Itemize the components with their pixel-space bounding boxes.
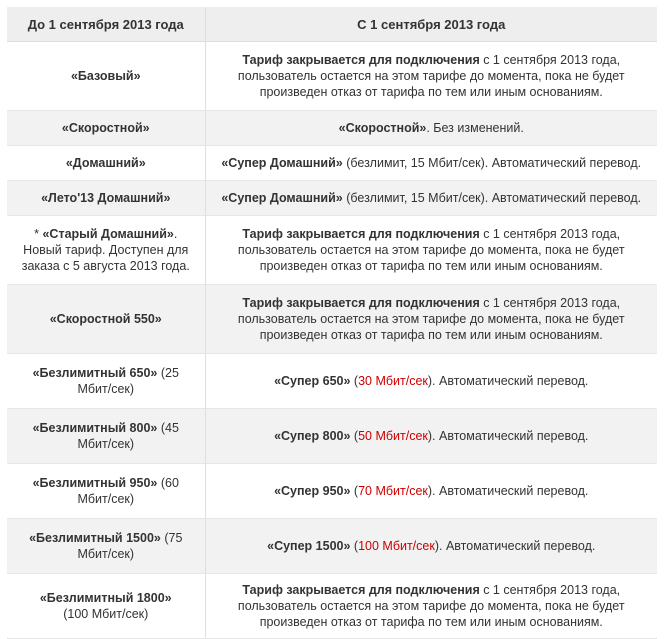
old-tariff-cell xyxy=(7,519,205,574)
old-tariff-cell xyxy=(7,181,205,216)
new-tariff-note: ). Автоматический перевод. xyxy=(434,539,596,553)
old-tariff-name: «Базовый» xyxy=(70,69,141,83)
table-header-row xyxy=(7,7,657,42)
old-tariff-cell xyxy=(7,146,205,181)
tariff-comparison xyxy=(7,7,657,639)
old-tariff-name: «Безлимитный 650» xyxy=(32,366,158,380)
table-row xyxy=(7,409,657,464)
table-row xyxy=(7,111,657,146)
new-tariff-pre: ( xyxy=(350,429,359,443)
old-tariff-cell xyxy=(7,216,205,285)
closed-rest: с 1 сентября 2013 года, пользователь остается на этом тарифе до момента, пока не будет произведен отказ от тарифа по тем или иным основаниям. xyxy=(237,583,625,629)
old-tariff-note: (75 Мбит/сек) xyxy=(77,531,183,561)
old-tariff-note: (100 Мбит/сек) xyxy=(63,607,149,621)
new-tariff-cell xyxy=(205,574,657,639)
closed-bold: Тариф закрывается для подключения xyxy=(242,296,480,310)
new-tariff-name: «Супер 1500» xyxy=(267,539,351,553)
old-tariff-name: «Безлимитный 1800» xyxy=(39,591,172,605)
new-tariff-name: «Супер Домашний» xyxy=(221,191,343,205)
old-tariff-name: «Безлимитный 950» xyxy=(32,476,158,490)
new-tariff-cell xyxy=(205,354,657,409)
closed-rest: с 1 сентября 2013 года, пользователь остается на этом тарифе до момента, пока не будет произведен отказ от тарифа по тем или иным основаниям. xyxy=(237,53,625,99)
closed-rest: с 1 сентября 2013 года, пользователь остается на этом тарифе до момента, пока не будет произведен отказ от тарифа по тем или иным основаниям. xyxy=(237,227,625,273)
column-header-before: До 1 сентября 2013 года xyxy=(7,7,205,42)
new-tariff-name: «Супер 650» xyxy=(274,374,351,388)
new-tariff-note: ). Автоматический перевод. xyxy=(427,374,589,388)
old-tariff-note: (60 Мбит/сек) xyxy=(77,476,179,506)
old-tariff-name: «Старый Домашний» xyxy=(42,227,174,241)
new-tariff-note: ). Автоматический перевод. xyxy=(427,429,589,443)
old-tariff-note: (25 Мбит/сек) xyxy=(77,366,179,396)
new-tariff-cell xyxy=(205,519,657,574)
new-tariff-speed: 30 Мбит/сек xyxy=(358,374,428,388)
new-tariff-cell xyxy=(205,285,657,354)
old-tariff-cell xyxy=(7,111,205,146)
old-tariff-cell xyxy=(7,464,205,519)
table-row xyxy=(7,146,657,181)
old-tariff-cell xyxy=(7,409,205,464)
table-row xyxy=(7,354,657,409)
new-tariff-pre: ( xyxy=(350,539,359,553)
tariff-table xyxy=(7,7,657,639)
old-tariff-cell xyxy=(7,42,205,111)
new-tariff-cell xyxy=(205,42,657,111)
closed-bold: Тариф закрывается для подключения xyxy=(242,227,480,241)
new-tariff-note: . Без изменений. xyxy=(426,121,524,135)
new-tariff-cell xyxy=(205,409,657,464)
new-tariff-name: «Супер Домашний» xyxy=(221,156,343,170)
new-tariff-cell xyxy=(205,146,657,181)
old-tariff-name: «Лето'13 Домашний» xyxy=(41,191,171,205)
old-tariff-name: «Безлимитный 800» xyxy=(32,421,158,435)
table-row xyxy=(7,181,657,216)
new-tariff-name: «Скоростной» xyxy=(338,121,427,135)
old-tariff-cell xyxy=(7,285,205,354)
old-tariff-cell xyxy=(7,354,205,409)
old-tariff-name: «Домашний» xyxy=(65,156,146,170)
closed-rest: с 1 сентября 2013 года, пользователь остается на этом тарифе до момента, пока не будет произведен отказ от тарифа по тем или иным основаниям. xyxy=(237,296,625,342)
new-tariff-name: «Супер 950» xyxy=(274,484,351,498)
footnote-mark: * xyxy=(34,227,43,241)
new-tariff-cell xyxy=(205,464,657,519)
new-tariff-note: ). Автоматический перевод. xyxy=(427,484,589,498)
closed-bold: Тариф закрывается для подключения xyxy=(242,583,480,597)
old-tariff-name: «Безлимитный 1500» xyxy=(29,531,161,545)
new-tariff-speed: 50 Мбит/сек xyxy=(358,429,428,443)
new-tariff-speed: 70 Мбит/сек xyxy=(358,484,428,498)
closed-bold: Тариф закрывается для подключения xyxy=(242,53,480,67)
table-row xyxy=(7,216,657,285)
new-tariff-pre: ( xyxy=(350,484,359,498)
old-tariff-name: «Скоростной 550» xyxy=(49,312,162,326)
new-tariff-name: «Супер 800» xyxy=(274,429,351,443)
table-row xyxy=(7,285,657,354)
table-row xyxy=(7,574,657,639)
column-header-after: С 1 сентября 2013 года xyxy=(205,7,657,42)
old-tariff-note: . Новый тариф. Доступен для заказа с 5 августа 2013 года. xyxy=(21,227,190,273)
new-tariff-cell xyxy=(205,216,657,285)
table-row xyxy=(7,519,657,574)
old-tariff-cell xyxy=(7,574,205,639)
new-tariff-cell xyxy=(205,111,657,146)
table-row xyxy=(7,464,657,519)
new-tariff-pre: ( xyxy=(350,374,359,388)
table-row xyxy=(7,42,657,111)
new-tariff-note: (безлимит, 15 Мбит/сек). Автоматический перевод. xyxy=(342,156,642,170)
new-tariff-cell xyxy=(205,181,657,216)
new-tariff-note: (безлимит, 15 Мбит/сек). Автоматический перевод. xyxy=(342,191,642,205)
old-tariff-note: (45 Мбит/сек) xyxy=(77,421,179,451)
new-tariff-speed: 100 Мбит/сек xyxy=(358,539,435,553)
old-tariff-name: «Скоростной» xyxy=(61,121,150,135)
